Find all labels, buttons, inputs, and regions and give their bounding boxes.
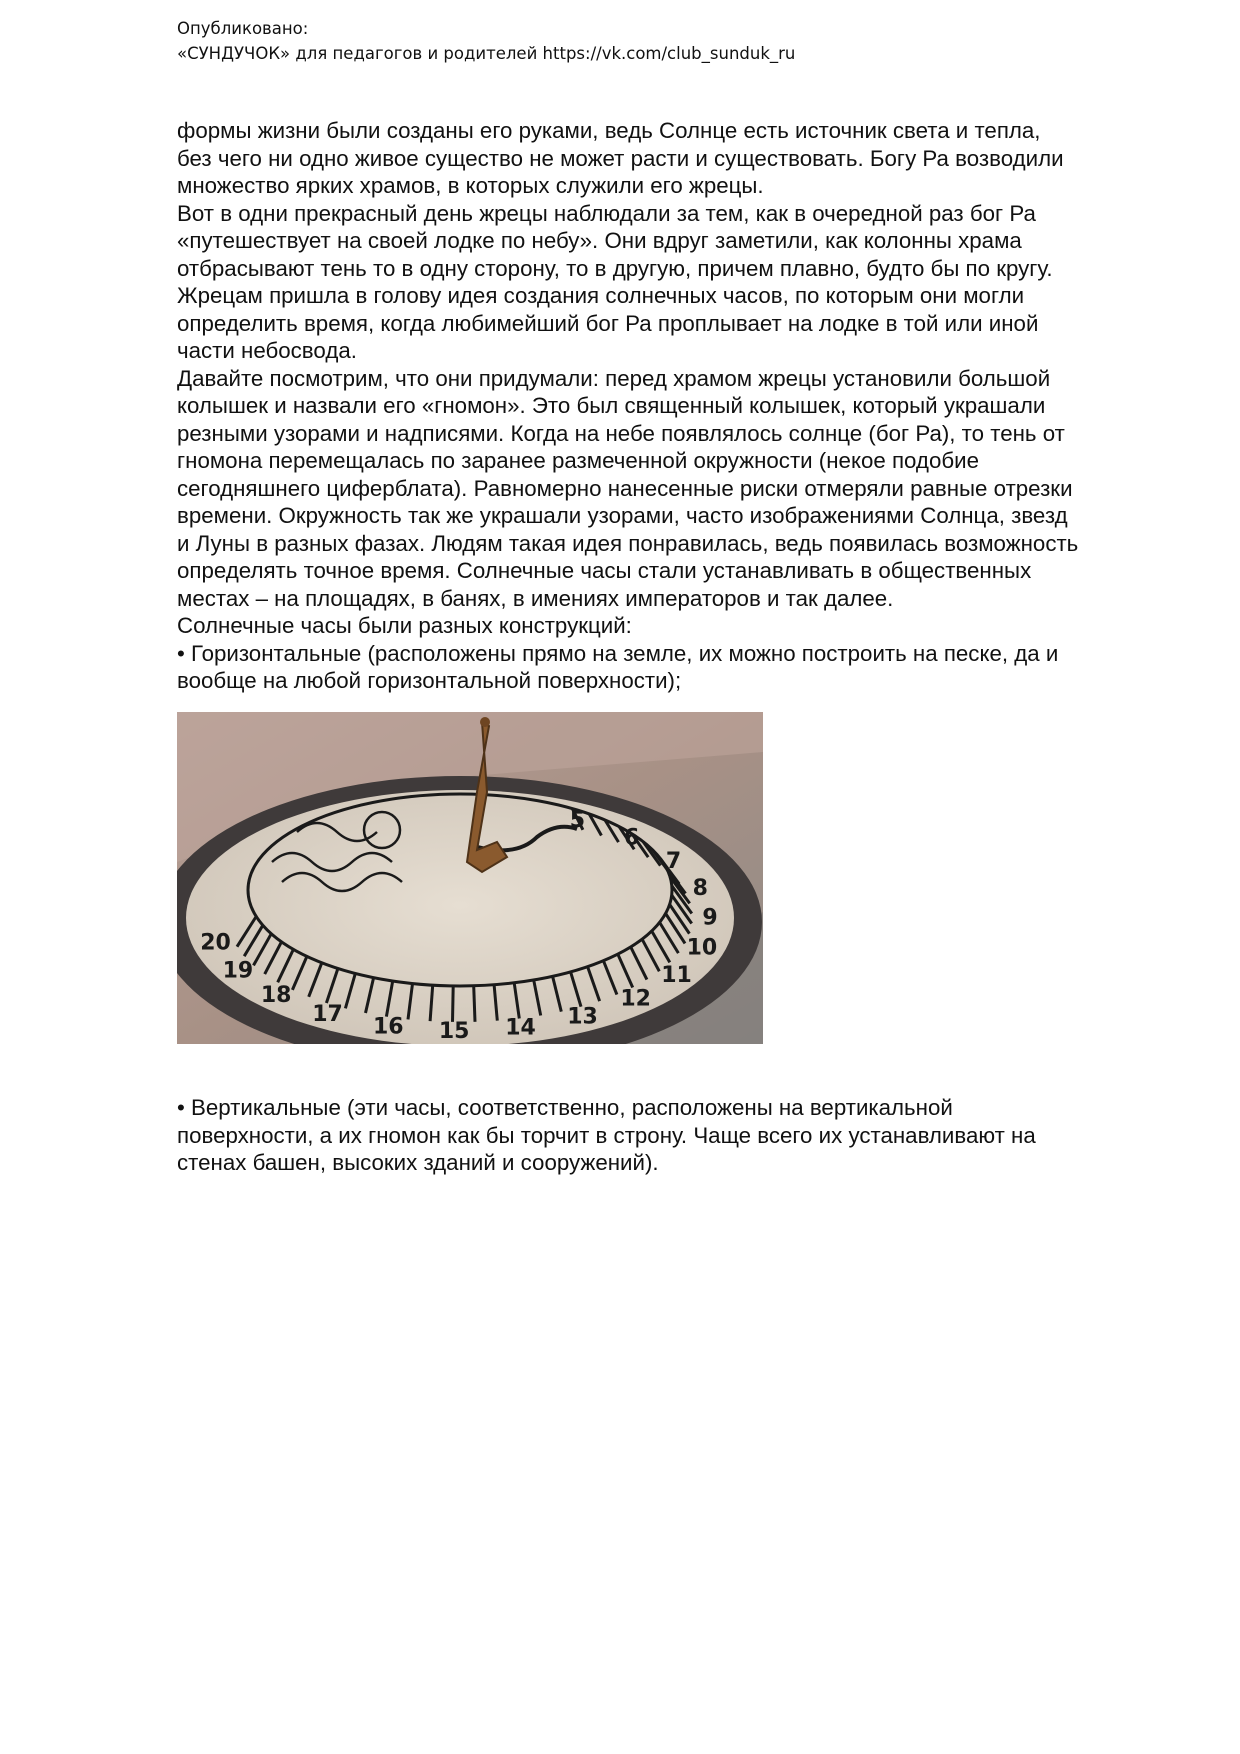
bullet-horizontal: • Горизонтальные (расположены прямо на земле, их можно построить на песке, да и вообще на любой горизонтальной поверхности); xyxy=(177,640,1059,693)
paragraph: Солнечные часы были разных конструкций: xyxy=(177,613,632,638)
hour-line xyxy=(474,986,475,1022)
hour-label: 5 xyxy=(569,808,586,834)
hour-label: 14 xyxy=(505,1015,536,1041)
hour-label: 18 xyxy=(260,982,292,1008)
header-source-line: «СУНДУЧОК» для педагогов и родителей https://vk.com/club_sunduk_ru xyxy=(177,44,796,63)
hour-label: 19 xyxy=(222,958,254,984)
hour-label: 20 xyxy=(200,930,231,956)
hour-label: 13 xyxy=(567,1004,598,1030)
gnomon-tip xyxy=(480,717,490,727)
sundial-photo xyxy=(177,712,763,1044)
hour-label: 17 xyxy=(312,1002,343,1027)
bullet-vertical: • Вертикальные (эти часы, соответственно, расположены на вертикальной поверхности, а их гномон как бы торчит в строну. Чаще всего их устанавливают на стенах башен, высоких зданий и сооружений). xyxy=(177,1095,1036,1175)
hour-label: 11 xyxy=(661,963,692,988)
paragraph: формы жизни были созданы его руками, ведь Солнце есть источник света и тепла, без чего ни одно живое существо не может расти и существовать. Богу Ра возводили множество ярких храмов, в которых служили его жрецы. xyxy=(177,118,1064,198)
hour-label: 9 xyxy=(702,905,718,931)
hour-label: 6 xyxy=(623,825,640,851)
hour-label: 7 xyxy=(665,848,682,874)
header-published-label: Опубликовано: xyxy=(177,19,309,38)
page-header xyxy=(177,16,1077,66)
hour-label: 10 xyxy=(686,935,718,961)
paragraph: Давайте посмотрим, что они придумали: перед храмом жрецы установили большой колышек и назвали его «гномон». Это был священный колышек, который украшали резными узорами и надписями. Когда на небе появлялось солнце (бог Ра), то тень от гномона перемещалась по заранее размеченной окружности (некое подобие сегодняшнего циферблата). Равномерно нанесенные риски отмеряли равные отрезки времени. Окружность так же украшали узорами, часто изображениями Солнца, звезд и Луны в разных фазах. Людям такая идея понравилась, ведь появилась возможность определять точное время. Солнечные часы стали устанавливать в общественных местах – на площадях, в банях, в имениях императоров и так далее. xyxy=(177,365,1079,611)
article-text xyxy=(177,117,1177,695)
paragraph: Вот в одни прекрасный день жрецы наблюдали за тем, как в очередной раз бог Ра «путешествует на своей лодке по небу». Они вдруг заметили, как колонны храма отбрасывают тень то в одну сторону, то в другую, причем плавно, будто бы по кругу. Жрецам пришла в голову идея создания солнечных часов, по которым они могли определить время, когда любимейший бог Ра проплывает на лодке в той или иной части небосвода. xyxy=(177,200,1053,363)
hour-line xyxy=(453,986,454,1022)
article-text-continued xyxy=(177,1094,1177,1177)
hour-label: 16 xyxy=(372,1014,404,1040)
hour-label: 8 xyxy=(692,876,708,902)
hour-label: 15 xyxy=(438,1019,470,1044)
hour-label: 12 xyxy=(620,986,652,1012)
